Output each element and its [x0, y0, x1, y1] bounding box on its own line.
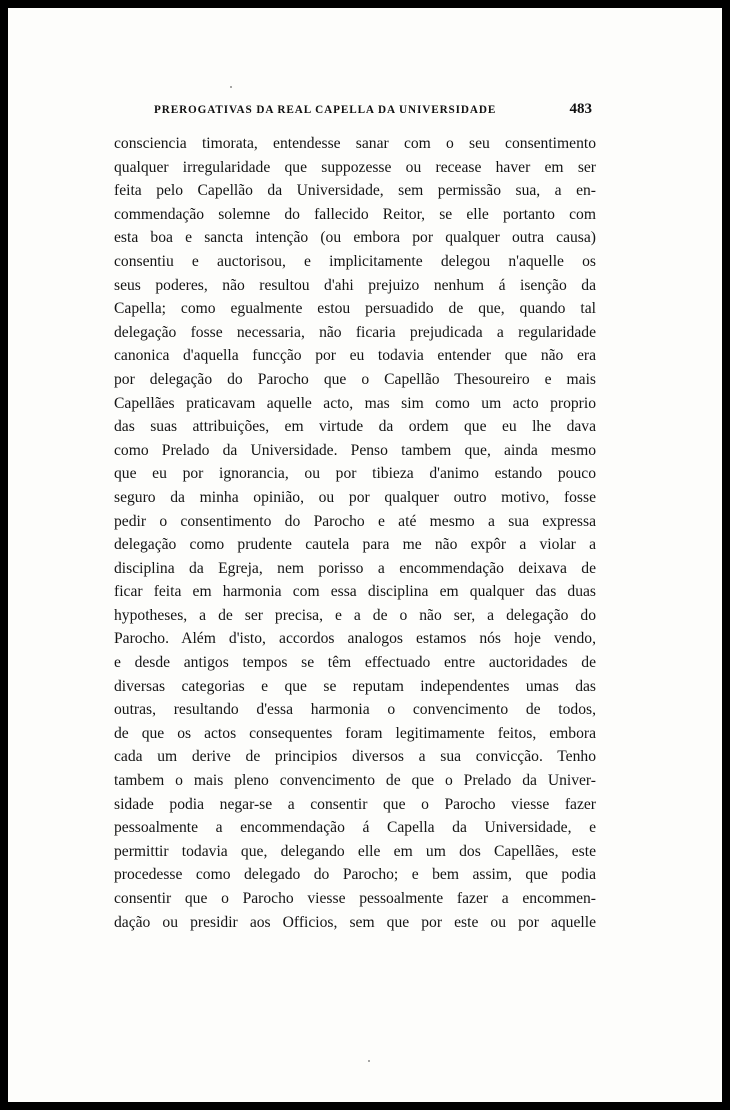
text-line: canonica d'aquella funcção por eu todavia entender que não era: [114, 347, 596, 365]
text-line: tambem o mais pleno convencimento de que o Prelado da Univer-: [114, 772, 596, 790]
text-line: que eu por ignorancia, ou por tibieza d'animo estando pouco: [114, 465, 596, 483]
text-line: esta boa e sancta intenção (ou embora por qualquer outra causa): [114, 229, 596, 247]
text-line: ficar feita em harmonia com essa disciplina em qualquer das duas: [114, 583, 596, 601]
scan-speck: [368, 1060, 370, 1062]
text-line: cada um derive de principios diversos a sua convicção. Tenho: [114, 748, 596, 766]
text-line: hypotheses, a de ser precisa, e a de o não ser, a delegação do: [114, 606, 596, 624]
running-title: PREROGATIVAS DA REAL CAPELLA DA UNIVERSIDADE: [154, 104, 497, 116]
text-line: procedesse como delegado do Parocho; e bem assim, que podia: [114, 866, 596, 884]
text-line: dação ou presidir aos Officios, sem que por este ou por aquelle: [114, 913, 596, 931]
text-line: feita pelo Capellão da Universidade, sem permissão sua, a en-: [114, 182, 596, 200]
page-number: 483: [569, 101, 592, 117]
body-text: [114, 132, 596, 934]
text-line: como Prelado da Universidade. Penso tambem que, ainda mesmo: [114, 441, 596, 459]
text-line: por delegação do Parocho que o Capellão Thesoureiro e mais: [114, 370, 596, 388]
text-line: e desde antigos tempos se têm effectuado entre auctoridades de: [114, 654, 596, 672]
text-line: qualquer irregularidade que suppozesse ou recease haver em ser: [114, 158, 596, 176]
text-line: delegação como prudente cautela para me não expôr a violar a: [114, 536, 596, 554]
page-header: [146, 102, 594, 122]
text-line: pessoalmente a encommendação á Capella da Universidade, e: [114, 819, 596, 837]
text-line: diversas categorias e que se reputam independentes umas das: [114, 677, 596, 695]
text-line: consentir que o Parocho viesse pessoalmente fazer a encommen-: [114, 890, 596, 907]
text-line: Capellães praticavam aquelle acto, mas sim como um acto proprio: [114, 394, 596, 412]
text-line: delegação fosse necessaria, não ficaria prejudicada a regularidade: [114, 323, 596, 341]
text-line: das suas attribuições, em virtude da ordem que eu lhe dava: [114, 418, 596, 436]
text-line: disciplina da Egreja, nem porisso a encommendação deixava de: [114, 559, 596, 577]
text-line: seus poderes, não resultou d'ahi prejuizo nenhum á isenção da: [114, 276, 596, 294]
text-line: Parocho. Além d'isto, accordos analogos estamos nós hoje vendo,: [114, 630, 596, 648]
text-line: consciencia timorata, entendesse sanar com o seu consentimento: [114, 135, 596, 152]
text-line: seguro da minha opinião, ou por qualquer outro motivo, fosse: [114, 488, 596, 506]
text-line: de que os actos consequentes foram legitimamente feitos, embora: [114, 724, 596, 742]
text-line: sidade podia negar-se a consentir que o Parocho viesse fazer: [114, 795, 596, 813]
text-line: permittir todavia que, delegando elle em um dos Capellães, este: [114, 842, 596, 860]
text-line: consentiu e auctorisou, e implicitamente delegou n'aquelle os: [114, 252, 596, 270]
text-line: commendação solemne do fallecido Reitor, se elle portanto com: [114, 205, 596, 223]
text-line: pedir o consentimento do Parocho e até mesmo a sua expressa: [114, 512, 596, 530]
scan-speck: [230, 86, 232, 88]
text-line: Capella; como egualmente estou persuadido de que, quando tal: [114, 300, 596, 318]
scanned-page: [8, 8, 722, 1102]
text-line: outras, resultando d'essa harmonia o convencimento de todos,: [114, 701, 596, 719]
